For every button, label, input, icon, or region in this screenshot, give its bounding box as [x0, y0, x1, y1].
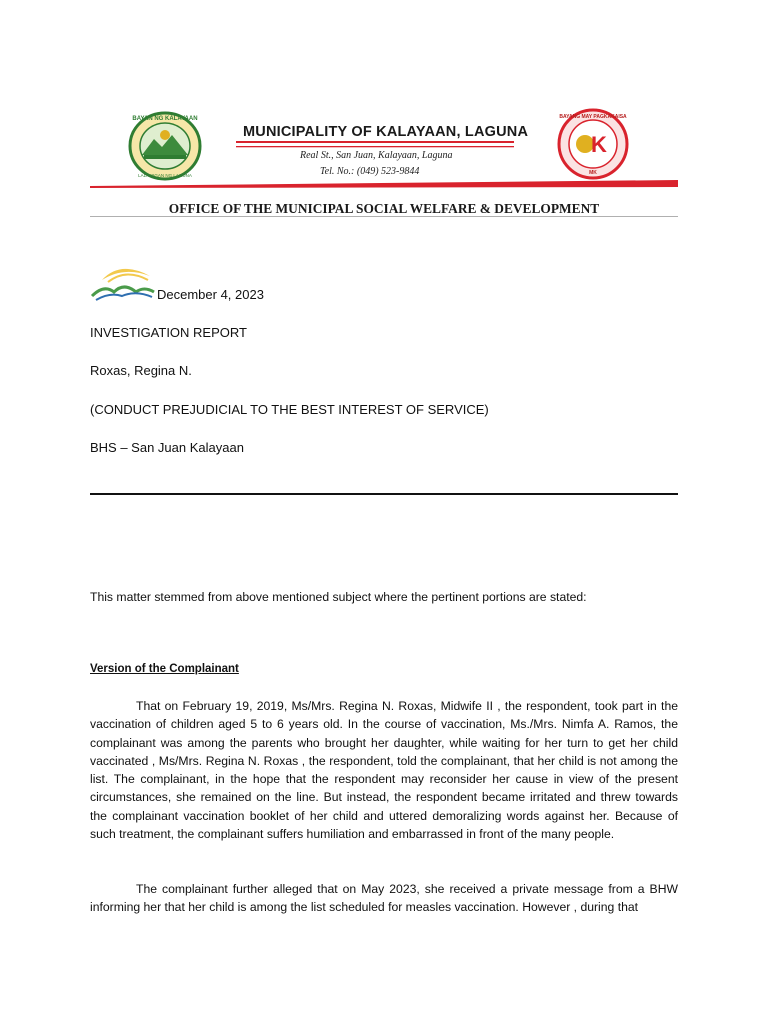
station-line: BHS – San Juan Kalayaan	[90, 440, 244, 455]
right-seal-letters: MK	[589, 170, 597, 176]
kalayaan-seal-right	[556, 108, 630, 180]
sunrise-logo-icon	[90, 262, 156, 302]
charge-line: (CONDUCT PREJUDICIAL TO THE BEST INTEREST OF SERVICE)	[90, 402, 489, 417]
red-header-band	[90, 176, 680, 192]
paragraph-2	[90, 880, 678, 917]
left-seal-bottom-text: LALAWIGAN NG LAGUNA	[138, 173, 192, 178]
section-divider	[90, 493, 678, 495]
report-title: INVESTIGATION REPORT	[90, 325, 247, 340]
respondent-name: Roxas, Regina N.	[90, 363, 192, 378]
paragraph-2-text: The complainant further alleged that on May 2023, she received a private message from a BHW informing her that her child is among the list scheduled for measles vaccination. However , during that	[90, 882, 678, 915]
office-title: OFFICE OF THE MUNICIPAL SOCIAL WELFARE & DEVELOPMENT	[168, 201, 600, 216]
office-divider	[90, 216, 678, 217]
left-seal-text: BAYAN NG KALAYAAN	[132, 116, 198, 122]
complainant-version-heading: Version of the Complainant	[90, 663, 239, 675]
report-date: December 4, 2023	[157, 287, 264, 302]
right-seal-text: BAYANG MAY PAGKAKAISA	[559, 114, 627, 120]
paragraph-1	[90, 697, 678, 843]
municipality-title: MUNICIPALITY OF KALAYAAN, LAGUNA	[243, 124, 529, 140]
telephone-line: Tel. No.: (049) 523-9844	[320, 166, 420, 177]
address-line: Real St., San Juan, Kalayaan, Laguna	[300, 150, 453, 161]
intro-paragraph: This matter stemmed from above mentioned subject where the pertinent portions are stated:	[90, 590, 587, 604]
svg-text:K: K	[591, 132, 607, 157]
kalayaan-seal-left	[128, 111, 202, 181]
paragraph-1-text: That on February 19, 2019, Ms/Mrs. Regina N. Roxas, Midwife II , the respondent, took part in the vaccination of children aged 5 to 6 years old. In the course of vaccination, Ms./Mrs. Nimfa A. Ramos, the complainant was among the parents who brought her daughter, while waiting for her turn to get her child vaccinated , Ms/Mrs. Regina N. Roxas , the respondent, told the complainant, that her child is not among the list. The complainant, in the hope that the respondent may reconsider her cause in view of the present circumstances, she remained on the line. But instead, the respondent became irritated and threw towards the complainant vaccination booklet of her child and uttered demoralizing words against her. Because of such treatment, the complainant suffers humiliation and embarrassed in front of the many people.	[90, 699, 678, 842]
